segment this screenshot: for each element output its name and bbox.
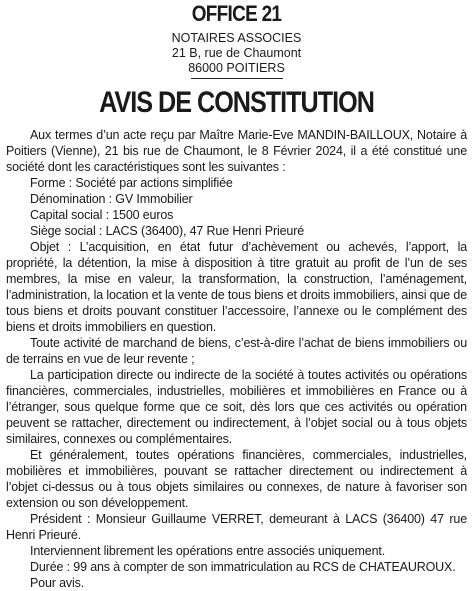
participation-paragraph: La participation directe ou indirecte de la société à toutes activités ou opérations financières, commerciales, industrielles, mobilières et immobilières en France ou à l’étranger, sous quelque forme que ce soit, dès lors que ces activités ou opération peuvent se rattacher, directement ou indirectement, à l’objet social ou à tous objets similaires, connexes ou complémentaires. bbox=[6, 368, 467, 446]
firm-address: 21 B, rue de Chaumont bbox=[171, 46, 302, 60]
notice-title: AVIS DE CONSTITUTION bbox=[99, 86, 374, 119]
firm-city: 86000 POITIERS bbox=[188, 61, 285, 75]
president-paragraph: Président : Monsieur Guillaume VERRET, demeurant à LACS (36400) 47 rue Henri Prieuré. bbox=[6, 512, 467, 542]
denomination-line: Dénomination : GV Immobilier bbox=[30, 192, 193, 206]
closing-line: Pour avis. bbox=[30, 576, 85, 590]
office-title: OFFICE 21 bbox=[191, 1, 282, 26]
notice-header bbox=[6, 2, 467, 119]
forme-line: Forme : Société par actions simplifiée bbox=[30, 176, 233, 190]
associes-line: Interviennent librement les opérations entre associés uniquement. bbox=[30, 544, 386, 558]
header-divider bbox=[191, 78, 283, 79]
general-paragraph: Et généralement, toutes opérations financières, commerciales, industrielles, mobilières et immobilières, pouvant se rattacher directement ou indirectement à l’objet ci-dessus ou à tous objets similaires ou connexes, de nature à favoriser son extension ou son développement. bbox=[6, 448, 467, 510]
siege-line: Siège social : LACS (36400), 47 Rue Henri Prieuré bbox=[30, 224, 305, 238]
marchand-paragraph: Toute activité de marchand de biens, c’est-à-dire l’achat de biens immobiliers ou de terrains en vue de leur revente ; bbox=[6, 336, 467, 366]
capital-line: Capital social : 1500 euros bbox=[30, 208, 174, 222]
objet-paragraph: Objet : L’acquisition, en état futur d’achèvement ou achevés, l’apport, la propriété, la détention, la mise à disposition à titre gratuit au profit de l’un de ses membres, la mise en valeur, la transformation, la construction, l’aménagement, l’administration, la location et la vente de tous biens et droits immobiliers, ainsi que de tous biens et droits pouvant constituer l’accessoire, l’annexe ou le complément des biens et droits immobiliers en question. bbox=[6, 240, 467, 334]
firm-name: NOTAIRES ASSOCIES bbox=[171, 31, 302, 45]
legal-notice-page bbox=[0, 1, 473, 590]
duree-line: Durée : 99 ans à compter de son immatriculation au RCS de CHATEAUROUX. bbox=[30, 560, 456, 574]
notice-body bbox=[6, 127, 467, 591]
intro-paragraph: Aux termes d’un acte reçu par Maître Marie-Eve MANDIN-BAILLOUX, Notaire à Poitiers (Vienne), 21 bis rue de Chaumont, le 8 Février 2024, il a été constitué une société dont les caractéristiques sont les suivantes : bbox=[6, 128, 467, 174]
